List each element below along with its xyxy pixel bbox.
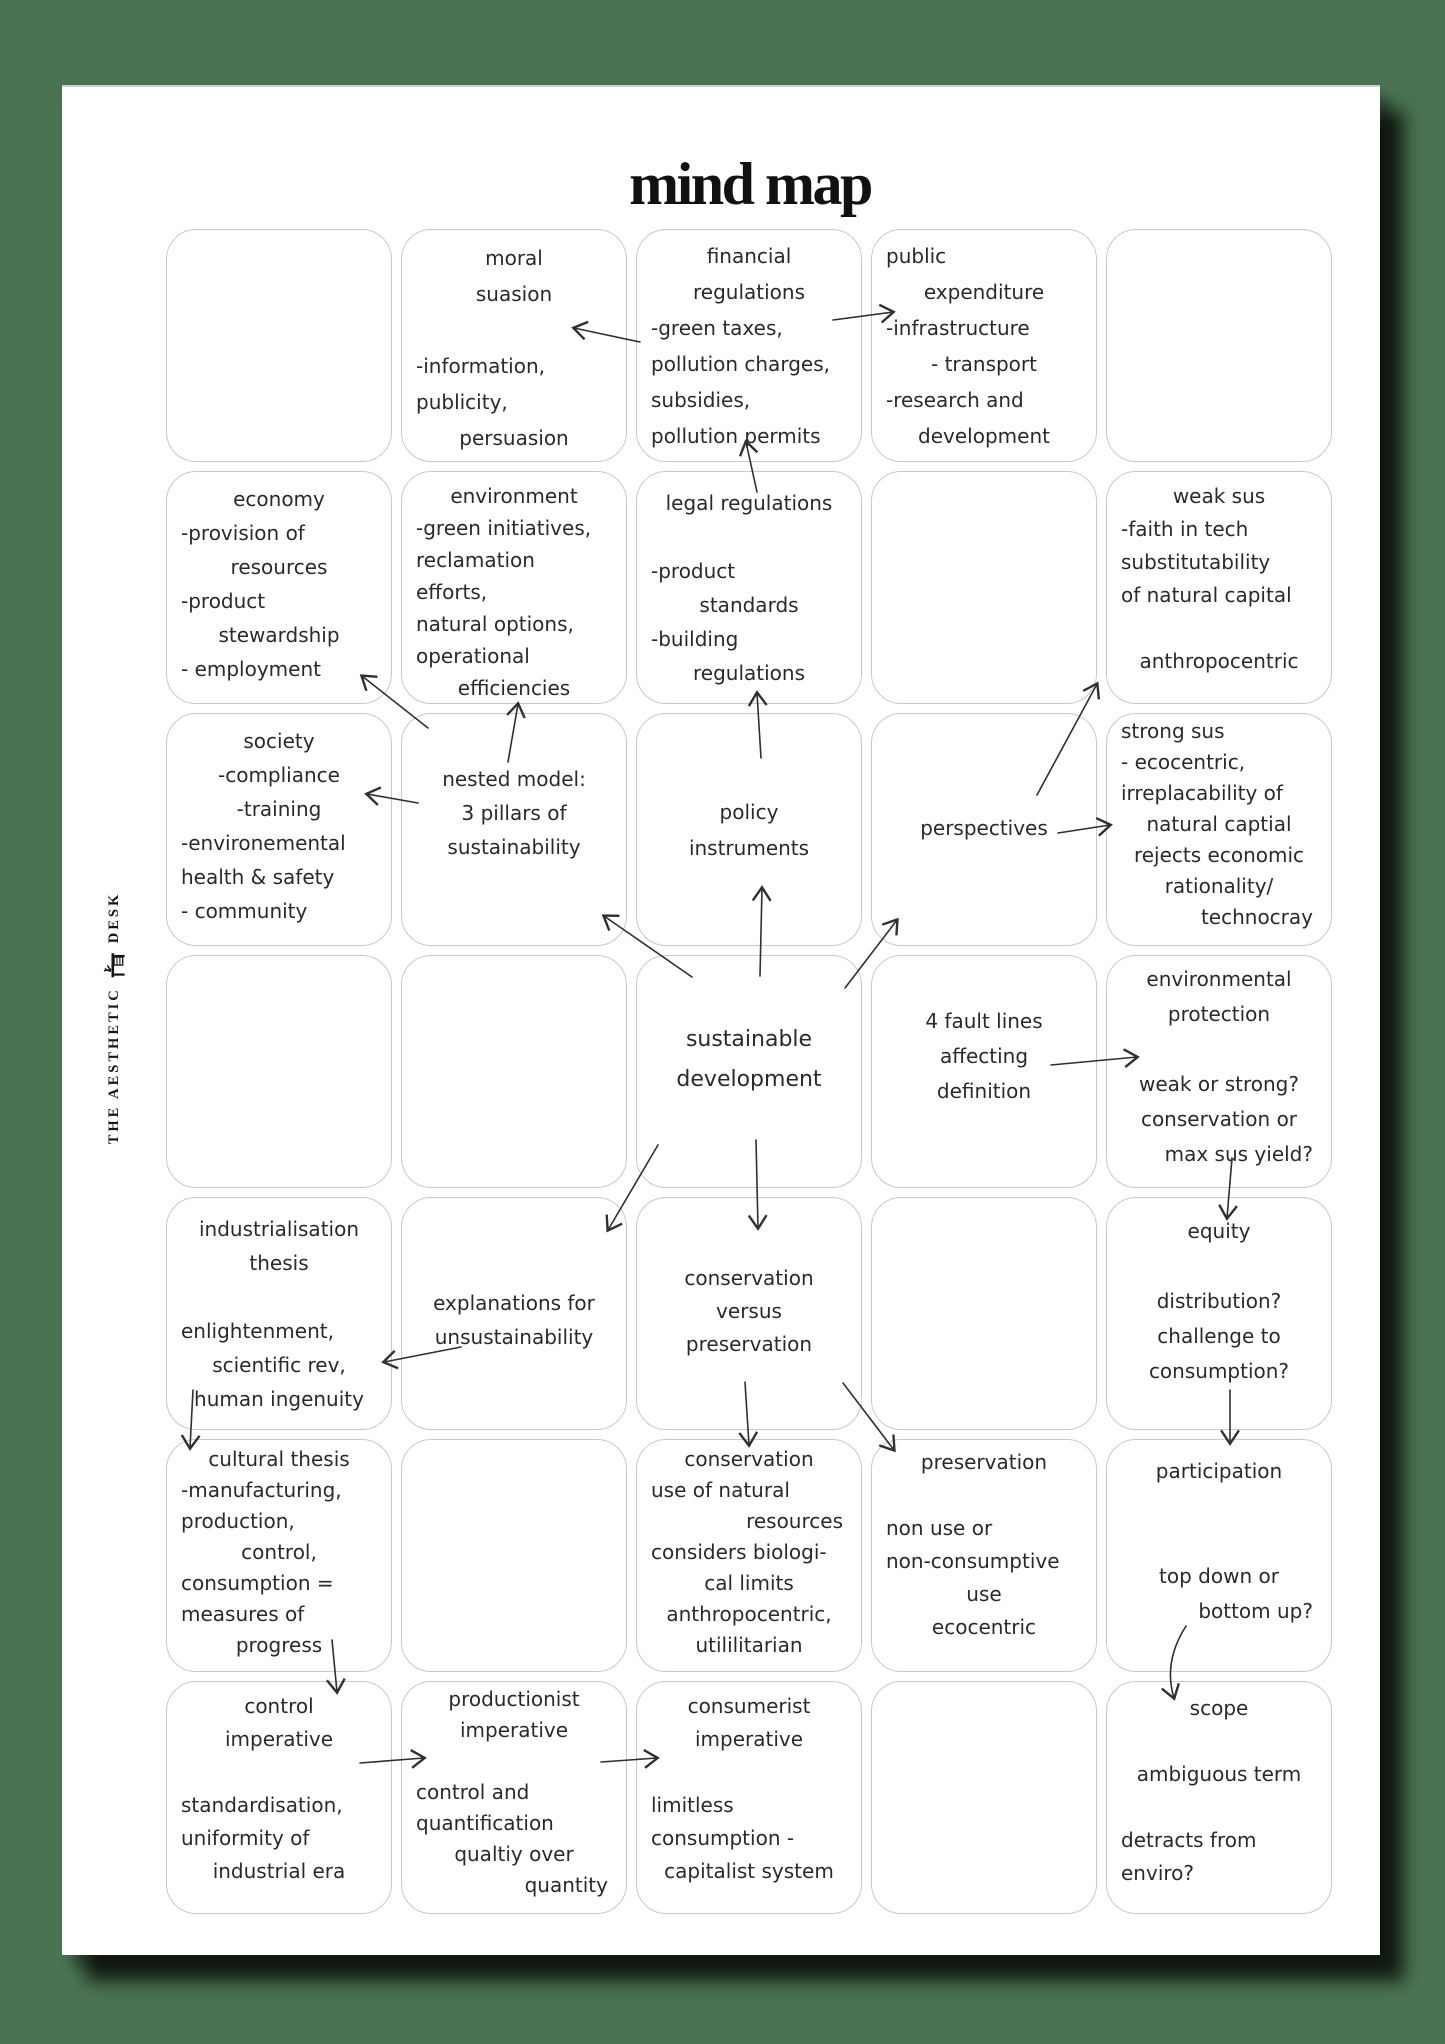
cell-text-line: development bbox=[918, 424, 1050, 448]
cell-environment bbox=[401, 471, 627, 704]
cell-text-line: qualtiy over bbox=[454, 1842, 574, 1866]
cell-economy bbox=[166, 471, 392, 704]
cell-weak-sus bbox=[1106, 471, 1332, 704]
cell-consumerist-imperative bbox=[636, 1681, 862, 1914]
blank-line bbox=[402, 1746, 626, 1777]
cell-text-line: substitutability bbox=[1121, 550, 1271, 574]
cell-text-line: use bbox=[966, 1582, 1002, 1606]
cell-text-line: -training bbox=[236, 797, 322, 821]
cell-text-line: utililitarian bbox=[695, 1633, 803, 1657]
cell-conservation bbox=[636, 1439, 862, 1672]
cell-text-line: efficiencies bbox=[457, 676, 571, 700]
cell-equity bbox=[1106, 1197, 1332, 1430]
cell-text-line: economy bbox=[233, 487, 325, 511]
cell-industrialisation-thesis bbox=[166, 1197, 392, 1430]
page bbox=[62, 85, 1380, 1955]
cell-text-line: participation bbox=[1155, 1459, 1283, 1483]
cell-empty-r4c2 bbox=[401, 955, 627, 1188]
cell-text-line: -information, bbox=[416, 354, 546, 378]
cell-text-line: quantity bbox=[524, 1873, 608, 1897]
cell-text-line: 3 pillars of bbox=[461, 801, 567, 825]
cell-text-line: reclamation bbox=[416, 548, 535, 572]
cell-text-line: policy bbox=[719, 800, 779, 824]
blank-line bbox=[637, 1756, 861, 1789]
cell-text-line: capitalist system bbox=[664, 1859, 834, 1883]
cell-text-line: standardisation, bbox=[181, 1793, 343, 1817]
cell-text-line: -infrastructure bbox=[886, 316, 1030, 340]
cell-empty-r4c1 bbox=[166, 955, 392, 1188]
cell-text-line: human ingenuity bbox=[194, 1387, 364, 1411]
blank-line bbox=[402, 312, 626, 348]
cell-text-line: moral bbox=[485, 246, 543, 270]
cell-text-line: uniformity of bbox=[181, 1826, 310, 1850]
cell-text-line: of natural capital bbox=[1121, 583, 1292, 607]
branding bbox=[102, 892, 126, 1145]
cell-text-line: - transport bbox=[931, 352, 1037, 376]
cell-text-line: anthropocentric, bbox=[666, 1602, 832, 1626]
cell-empty-r7c4 bbox=[871, 1681, 1097, 1914]
cell-text-line: pollution permits bbox=[651, 424, 821, 448]
cell-legal-regulations bbox=[636, 471, 862, 704]
cell-preservation bbox=[871, 1439, 1097, 1672]
cell-text-line: control and bbox=[416, 1780, 530, 1804]
cell-text-line: technocray bbox=[1200, 905, 1313, 929]
cell-text-line: instruments bbox=[688, 836, 810, 860]
blank-line bbox=[872, 1479, 1096, 1512]
cell-text-line: conservation bbox=[684, 1447, 814, 1471]
cell-text-line: 4 fault lines bbox=[925, 1009, 1043, 1033]
cell-text-line: environment bbox=[450, 484, 578, 508]
cell-text-line: limitless bbox=[651, 1793, 734, 1817]
cell-text-line: publicity, bbox=[416, 390, 508, 414]
cell-text-line: cal limits bbox=[704, 1571, 794, 1595]
cell-text-line: conservation bbox=[684, 1266, 814, 1290]
cell-text-line: challenge to bbox=[1157, 1324, 1281, 1348]
cell-text-line: expenditure bbox=[923, 280, 1045, 304]
cell-text-line: weak sus bbox=[1172, 484, 1266, 508]
cell-text-line: rejects economic bbox=[1133, 843, 1305, 867]
cell-text-line: protection bbox=[1167, 1002, 1271, 1026]
cell-text-line: persuasion bbox=[459, 426, 569, 450]
cell-text-line: imperative bbox=[694, 1727, 804, 1751]
cell-text-line: measures of bbox=[181, 1602, 305, 1626]
cell-moral-suasion bbox=[401, 229, 627, 462]
cell-text-line: ecocentric bbox=[931, 1615, 1037, 1639]
branding-line1: THE AESTHETIC bbox=[105, 987, 122, 1145]
cell-text-line: consumption - bbox=[651, 1826, 795, 1850]
cell-text-line: top down or bbox=[1159, 1564, 1279, 1588]
blank-line bbox=[1107, 1524, 1331, 1559]
cell-text-line: imperative bbox=[224, 1727, 334, 1751]
cell-text-line: progress bbox=[235, 1633, 323, 1657]
cell-text-line: -manufacturing, bbox=[181, 1478, 342, 1502]
cell-text-line: sustainability bbox=[447, 835, 581, 859]
cell-empty-r5c4 bbox=[871, 1197, 1097, 1430]
blank-line bbox=[167, 1280, 391, 1314]
cell-nested-model bbox=[401, 713, 627, 946]
cell-text-line: regulations bbox=[692, 661, 805, 685]
cell-text-line: strong sus bbox=[1121, 719, 1225, 743]
cell-text-line: preservation bbox=[685, 1332, 813, 1356]
cell-text-line: imperative bbox=[459, 1718, 569, 1742]
cell-text-line: suasion bbox=[475, 282, 553, 306]
cell-text-line: -product bbox=[651, 559, 736, 583]
blank-line bbox=[167, 1756, 391, 1789]
cell-text-line: -building bbox=[651, 627, 739, 651]
blank-line bbox=[1107, 1249, 1331, 1284]
cell-text-line: standards bbox=[699, 593, 799, 617]
cell-text-line: cultural thesis bbox=[208, 1447, 350, 1471]
cell-text-line: pollution charges, bbox=[651, 352, 830, 376]
cell-text-line: non-consumptive bbox=[886, 1549, 1060, 1573]
cell-text-line: stewardship bbox=[218, 623, 340, 647]
cell-text-line: non use or bbox=[886, 1516, 993, 1540]
cell-perspectives bbox=[871, 713, 1097, 946]
cell-text-line: resources bbox=[230, 555, 328, 579]
cell-text-line: legal regulations bbox=[665, 491, 833, 515]
cell-sustainable-development bbox=[636, 955, 862, 1188]
cell-text-line: consumption? bbox=[1148, 1359, 1290, 1383]
cell-text-line: versus bbox=[716, 1299, 782, 1323]
cell-text-line: ambiguous term bbox=[1136, 1762, 1302, 1786]
cell-text-line: definition bbox=[936, 1079, 1032, 1103]
cell-empty-r6c2 bbox=[401, 1439, 627, 1672]
cell-society bbox=[166, 713, 392, 946]
blank-line bbox=[1107, 1791, 1331, 1824]
cell-text-line: operational bbox=[416, 644, 530, 668]
cell-explanations bbox=[401, 1197, 627, 1430]
cell-text-line: development bbox=[676, 1067, 822, 1092]
cell-text-line: bottom up? bbox=[1198, 1599, 1313, 1623]
cell-text-line: considers biologi- bbox=[651, 1540, 827, 1564]
cell-text-line: - employment bbox=[181, 657, 321, 681]
cell-text-line: production, bbox=[181, 1509, 295, 1533]
cell-text-line: consumerist bbox=[687, 1694, 811, 1718]
blank-line bbox=[1107, 612, 1331, 645]
cell-financial-regulations bbox=[636, 229, 862, 462]
cell-text-line: health & safety bbox=[181, 865, 335, 889]
cell-text-line: scope bbox=[1189, 1696, 1249, 1720]
cell-text-line: irreplacability of bbox=[1121, 781, 1283, 805]
cell-text-line: -faith in tech bbox=[1121, 517, 1249, 541]
cell-text-line: conservation or bbox=[1140, 1107, 1298, 1131]
cell-productionist-imperative bbox=[401, 1681, 627, 1914]
cell-text-line: industrial era bbox=[212, 1859, 346, 1883]
cell-environmental-protection bbox=[1106, 955, 1332, 1188]
cell-public-expenditure bbox=[871, 229, 1097, 462]
cell-text-line: equity bbox=[1187, 1219, 1251, 1243]
cell-text-line: resources bbox=[746, 1509, 843, 1533]
cell-text-line: public bbox=[886, 244, 947, 268]
cell-text-line: preservation bbox=[920, 1450, 1048, 1474]
cell-text-line: natural captial bbox=[1146, 812, 1292, 836]
cell-text-line: control bbox=[244, 1694, 314, 1718]
cell-text-line: financial bbox=[706, 244, 792, 268]
blank-line bbox=[1107, 1725, 1331, 1758]
cell-conservation-versus-preservation bbox=[636, 1197, 862, 1430]
cell-text-line: industrialisation bbox=[199, 1217, 359, 1241]
cell-text-line: -compliance bbox=[218, 763, 340, 787]
cell-text-line: natural options, bbox=[416, 612, 574, 636]
cell-text-line: -product bbox=[181, 589, 266, 613]
branding-line2: DESK bbox=[105, 891, 122, 944]
cell-cultural-thesis bbox=[166, 1439, 392, 1672]
cell-participation bbox=[1106, 1439, 1332, 1672]
cell-text-line: nested model: bbox=[442, 767, 586, 791]
page-title: mind map bbox=[629, 151, 871, 217]
cell-text-line: detracts from bbox=[1121, 1828, 1257, 1852]
cell-text-line: regulations bbox=[692, 280, 805, 304]
cell-empty-r1c5 bbox=[1106, 229, 1332, 462]
cell-text-line: distribution? bbox=[1156, 1289, 1282, 1313]
desk-icon bbox=[102, 952, 126, 978]
cell-text-line: productionist bbox=[448, 1687, 580, 1711]
cell-text-line: society bbox=[243, 729, 315, 753]
cell-policy-instruments bbox=[636, 713, 862, 946]
blank-line bbox=[1107, 1489, 1331, 1524]
cell-text-line: -research and bbox=[886, 388, 1024, 412]
cell-text-line: thesis bbox=[249, 1251, 309, 1275]
cell-text-line: -provision of bbox=[181, 521, 305, 545]
cell-text-line: - ecocentric, bbox=[1121, 750, 1246, 774]
cell-text-line: environmental bbox=[1146, 967, 1292, 991]
cell-scope bbox=[1106, 1681, 1332, 1914]
cell-text-line: explanations for bbox=[433, 1291, 595, 1315]
cell-text-line: perspectives bbox=[920, 816, 1048, 840]
cell-fault-lines bbox=[871, 955, 1097, 1188]
blank-line bbox=[1107, 1032, 1331, 1067]
cell-strong-sus bbox=[1106, 713, 1332, 946]
cell-control-imperative bbox=[166, 1681, 392, 1914]
cell-text-line: control, bbox=[241, 1540, 317, 1564]
cell-text-line: enlightenment, bbox=[181, 1319, 334, 1343]
cell-text-line: scientific rev, bbox=[212, 1353, 346, 1377]
cell-text-line: anthropocentric bbox=[1139, 649, 1299, 673]
cell-text-line: -environemental bbox=[181, 831, 346, 855]
cell-text-line: unsustainability bbox=[434, 1325, 594, 1349]
cell-text-line: -green taxes, bbox=[651, 316, 783, 340]
cell-text-line: use of natural bbox=[651, 1478, 790, 1502]
cell-text-line: weak or strong? bbox=[1139, 1072, 1299, 1096]
cell-empty-r2c4 bbox=[871, 471, 1097, 704]
cell-text-line: sustainable bbox=[685, 1027, 813, 1052]
cell-text-line: efforts, bbox=[416, 580, 488, 604]
cell-text-line: rationality/ bbox=[1164, 874, 1274, 898]
cell-text-line: subsidies, bbox=[651, 388, 751, 412]
cell-text-line: affecting bbox=[939, 1044, 1029, 1068]
blank-line bbox=[637, 520, 861, 554]
cell-text-line: - community bbox=[181, 899, 308, 923]
cell-text-line: consumption = bbox=[181, 1571, 334, 1595]
cell-empty-r1c1 bbox=[166, 229, 392, 462]
cell-text-line: max sus yield? bbox=[1164, 1142, 1313, 1166]
cell-text-line: enviro? bbox=[1121, 1861, 1195, 1885]
cell-text-line: quantification bbox=[416, 1811, 554, 1835]
cell-text-line: -green initiatives, bbox=[416, 516, 592, 540]
